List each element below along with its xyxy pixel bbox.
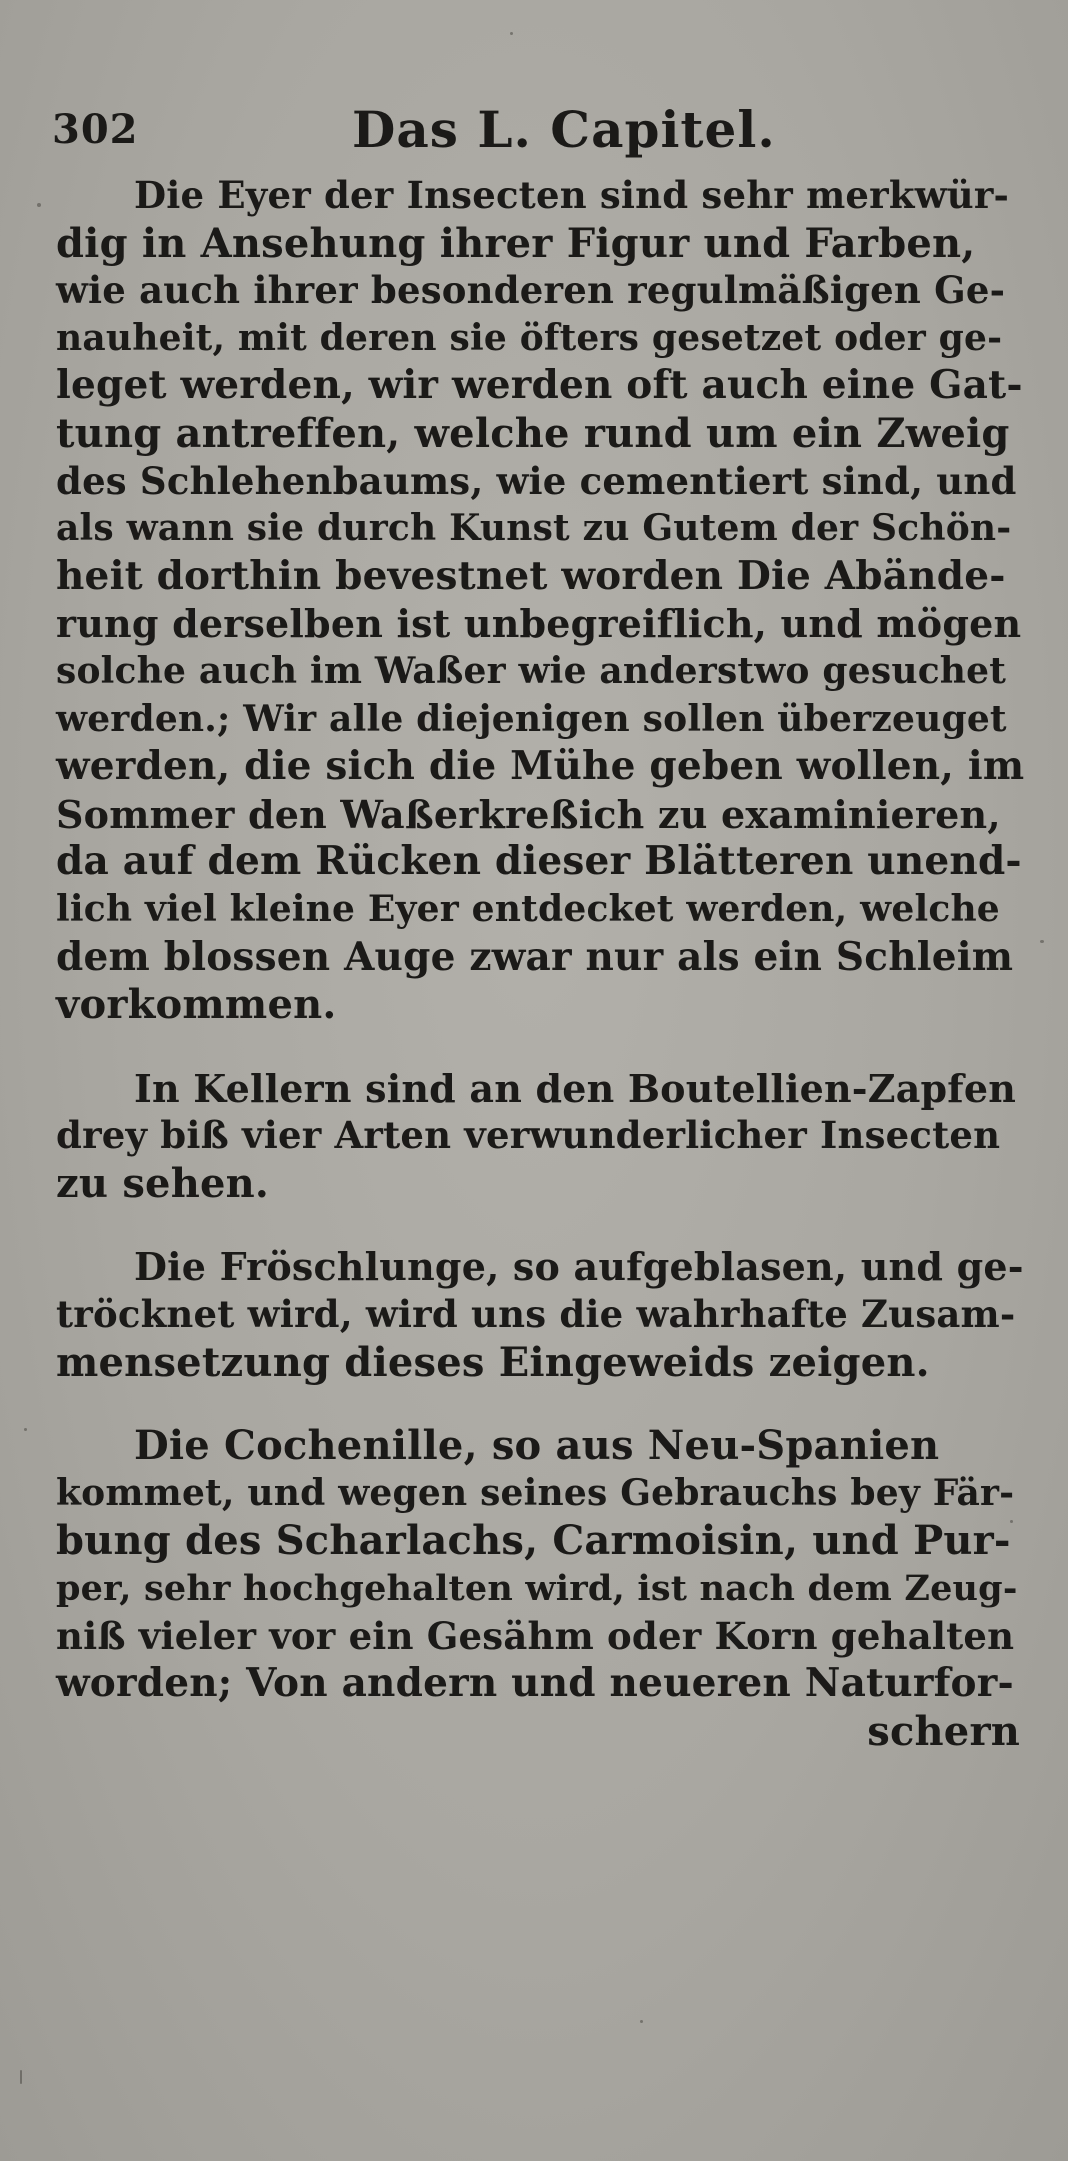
text-line: als wann sie durch Kunst zu Gutem der Schön-	[56, 507, 1012, 550]
paragraph-insect-eggs	[56, 172, 1024, 1029]
text-line: mensetzung dieses Eingeweids zeigen.	[56, 1338, 930, 1386]
text-line: da auf dem Rücken dieser Blätteren unend-	[56, 838, 1022, 885]
paragraph-cellar-insects	[56, 1065, 1024, 1208]
text-line: In Kellern sind an den Boutellien-Zapfen	[134, 1065, 1017, 1111]
text-line: solche auch im Waßer wie anderstwo gesuchet	[56, 649, 1007, 692]
running-head: Das L. Capitel.	[352, 100, 776, 159]
text-line: wie auch ihrer besonderen regulmäßigen Ge-	[56, 268, 1006, 313]
text-line: niß vieler vor ein Gesähm oder Korn gehalten	[56, 1613, 1015, 1658]
text-line: tröcknet wird, wird uns die wahrhafte Zusam-	[56, 1292, 1016, 1337]
text-line: dem blossen Auge zwar nur als ein Schleim	[56, 933, 1014, 980]
text-line: lich viel kleine Eyer entdecket werden, welche	[56, 887, 1000, 930]
text-line: des Schlehenbaums, wie cementiert sind, und	[56, 458, 1017, 503]
text-line: heit dorthin bevestnet worden Die Abände-	[56, 552, 1006, 599]
paper-speck	[37, 203, 41, 207]
paragraph-gap	[56, 1386, 1024, 1422]
text-line: rung derselben ist unbegreiflich, und mögen	[56, 601, 1022, 647]
text-line: werden.; Wir alle diejenigen sollen überzeuget	[56, 697, 1007, 740]
paragraph-gap	[56, 1207, 1024, 1243]
text-line: tung antreffen, welche rund um ein Zweig	[56, 409, 1010, 457]
paragraph-cochineal	[56, 1422, 1024, 1708]
text-line: werden, die sich die Mühe geben wollen, im	[56, 743, 1025, 790]
text-line: leget werden, wir werden oft auch eine Gat-	[56, 362, 1023, 409]
paragraph-gap	[56, 1029, 1024, 1065]
text-line: kommet, und wegen seines Gebrauchs bey Fär-	[56, 1471, 1015, 1514]
text-line: Die Fröschlunge, so aufgeblasen, und ge-	[134, 1244, 1024, 1290]
page-number: 302	[52, 106, 139, 153]
paragraph-frog-lung	[56, 1243, 1024, 1386]
text-line: zu sehen.	[56, 1159, 270, 1207]
paper-speck	[20, 2070, 22, 2084]
catchword: schern	[867, 1707, 1020, 1755]
paper-speck	[640, 2020, 643, 2023]
text-line: dig in Ansehung ihrer Figur und Farben,	[56, 219, 976, 267]
paper-speck	[510, 32, 513, 35]
text-line: per, sehr hochgehalten wird, ist nach dem Zeug-	[56, 1568, 1018, 1610]
body-text	[56, 172, 1024, 1755]
paper-speck	[1040, 940, 1044, 943]
text-line: Die Eyer der Insecten sind sehr merkwür-	[134, 173, 1010, 217]
text-line: nauheit, mit deren sie öfters gesetzet oder ge-	[56, 316, 1003, 359]
text-line: drey biß vier Arten verwunderlicher Insecten	[56, 1113, 1001, 1158]
text-line: bung des Scharlachs, Carmoisin, und Pur-	[56, 1517, 1011, 1565]
text-line: Die Cochenille, so aus Neu-Spanien	[134, 1422, 940, 1470]
page-header	[52, 100, 1032, 160]
text-line: Sommer den Waßerkreßich zu examinieren,	[56, 791, 1001, 837]
text-line: vorkommen.	[56, 981, 337, 1029]
text-line: worden; Von andern und neueren Naturfor-	[56, 1660, 1014, 1707]
paper-speck	[24, 1428, 27, 1431]
